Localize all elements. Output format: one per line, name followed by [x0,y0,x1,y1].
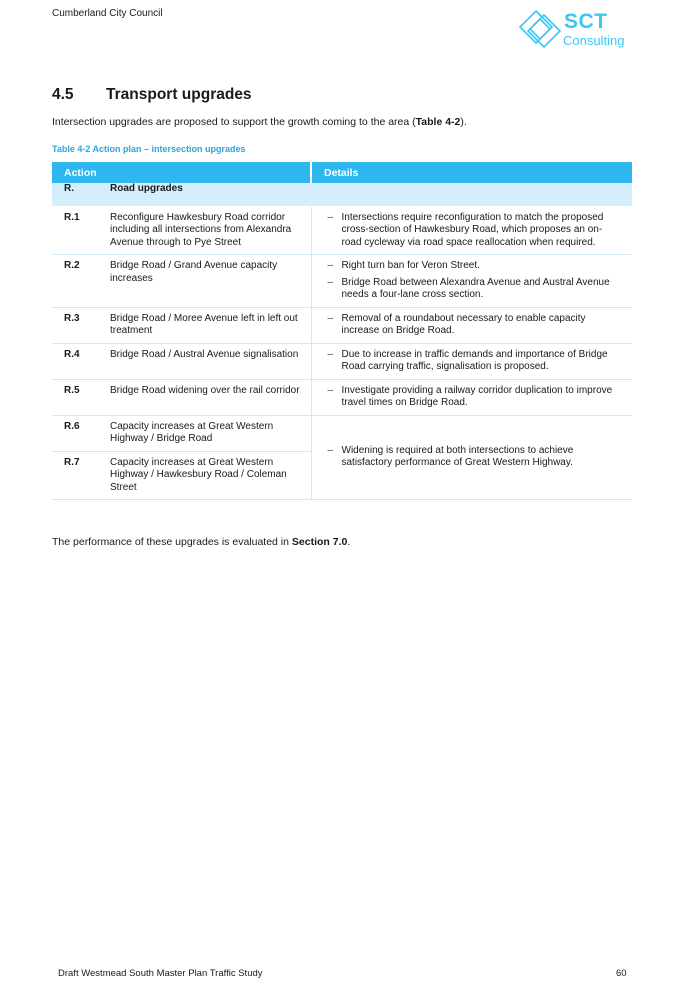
row-id: R.6 [52,415,110,451]
column-header-action: Action [52,162,311,183]
detail-item [328,445,617,470]
detail-text: Right turn ban for Veron Street. [341,260,480,271]
dash-bullet: – [327,312,334,324]
group-title: Road upgrades [110,183,632,206]
table-row [52,206,632,255]
group-row-road-upgrades [52,183,632,206]
dash-bullet: – [327,444,334,456]
column-header-details: Details [311,162,632,183]
row-id: R.3 [52,307,110,343]
detail-item [328,277,617,302]
row-action: Bridge Road widening over the rail corridor [110,379,311,415]
table-row [52,343,632,379]
detail-text: Bridge Road between Alexandra Avenue and Austral Avenue needs a four-lane cross section. [341,276,610,300]
row-details [311,255,632,308]
conclusion-paragraph [52,536,350,548]
detail-text: Intersections require reconfiguration to match the proposed cross-section of Hawkesbury Road, which proposes an on-road cycleway via road space reallocation when required. [341,211,604,248]
detail-text: Widening is required at both intersections to achieve satisfactory performance of Great Western Highway. [341,444,574,469]
intro-text-end: ). [460,116,467,128]
conclusion-text: The performance of these upgrades is evaluated in [52,536,292,548]
row-action: Capacity increases at Great Western Highway / Hawkesbury Road / Coleman Street [110,451,311,500]
section-title: Transport upgrades [106,86,252,103]
table-caption: Table 4-2 Action plan – intersection upgrades [52,144,246,154]
footer-document-title: Draft Westmead South Master Plan Traffic Study [58,968,263,979]
row-details-shared [311,415,632,500]
table-header-row [52,162,632,183]
row-id: R.2 [52,255,110,308]
table-row [52,379,632,415]
dash-bullet: – [327,276,334,288]
dash-bullet: – [327,260,334,271]
detail-item [328,313,617,338]
row-details [311,206,632,255]
row-id: R.1 [52,206,110,255]
row-id: R.4 [52,343,110,379]
dash-bullet: – [327,384,334,396]
intro-paragraph [52,116,467,128]
row-action: Capacity increases at Great Western Highway / Bridge Road [110,415,311,451]
row-id: R.7 [52,451,110,500]
dash-bullet: – [327,211,334,223]
table-row [52,307,632,343]
detail-text: Due to increase in traffic demands and importance of Bridge Road carrying traffic, signalisation is proposed. [341,348,608,372]
header-client-name: Cumberland City Council [52,8,163,19]
action-plan-table [52,162,632,500]
detail-item [328,349,617,374]
row-action: Bridge Road / Austral Avenue signalisation [110,343,311,379]
intro-text: Intersection upgrades are proposed to support the growth coming to the area ( [52,116,416,128]
logo-brand-text: SCT [564,10,608,33]
detail-text: Removal of a roundabout necessary to enable capacity increase on Bridge Road. [341,312,586,336]
detail-item [328,385,617,410]
section-reference: Section 7.0 [291,536,348,548]
sct-consulting-logo [518,9,636,51]
group-id: R. [52,183,110,206]
row-details [311,379,632,415]
table-reference: Table 4-2 [415,116,461,128]
detail-text: Investigate providing a railway corridor duplication to improve travel times on Bridge Road. [341,384,613,408]
row-action: Bridge Road / Moree Avenue left in left out treatment [110,307,311,343]
row-action: Bridge Road / Grand Avenue capacity increases [110,255,311,308]
detail-item [328,212,617,250]
conclusion-text-end: . [347,536,351,548]
row-details [311,343,632,379]
section-number: 4.5 [52,86,74,103]
row-id: R.5 [52,379,110,415]
table-row [52,415,632,451]
dash-bullet: – [327,348,334,360]
table-row [52,255,632,308]
footer-page-number: 60 [616,968,627,979]
row-action: Reconfigure Hawkesbury Road corridor including all intersections from Alexandra Avenue through to Pye Street [110,206,311,255]
section-heading [52,86,252,104]
row-details [311,307,632,343]
detail-item [328,260,617,273]
logo-diamond-icon [518,9,564,51]
logo-tagline: Consulting [563,33,625,48]
